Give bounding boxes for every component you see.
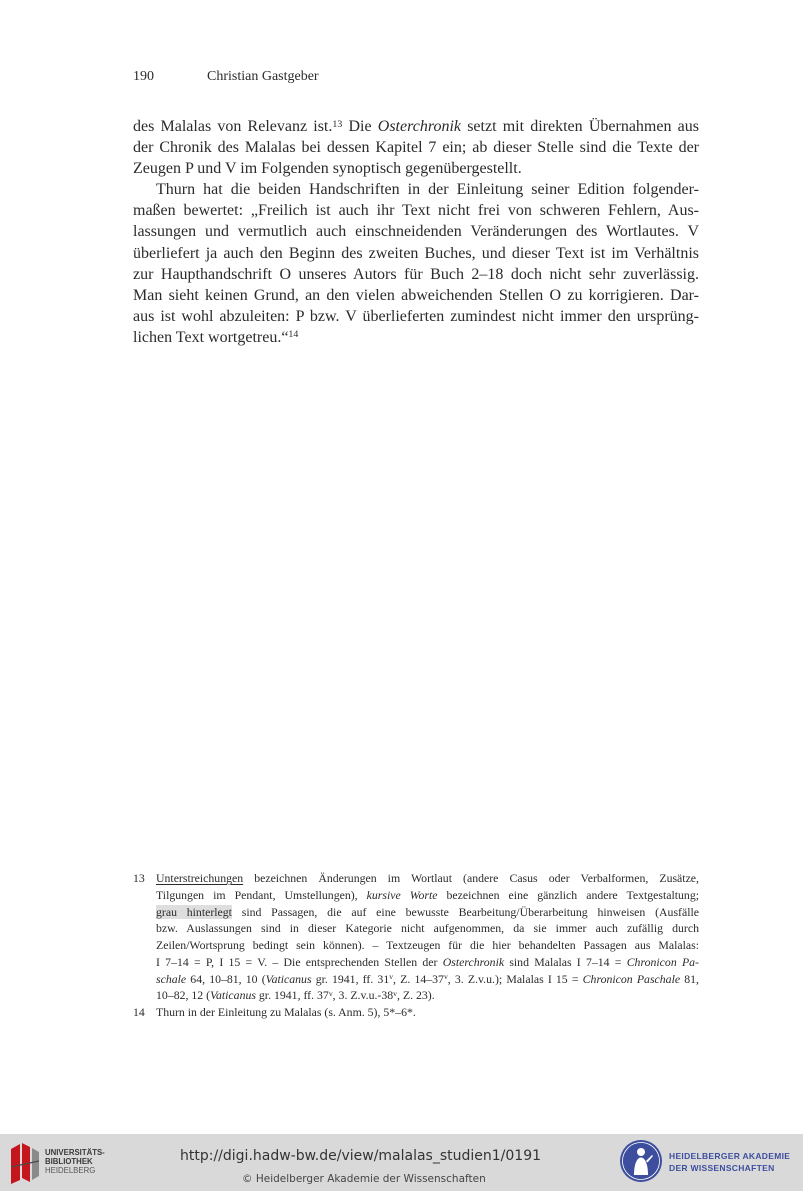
text-line: maßen bewertet: „Freilich ist auch ihr Text nicht frei von schweren Fehlern, Aus- (133, 202, 699, 220)
footnote-number: 14 (133, 1005, 145, 1019)
text-segment: gr. 1941, ff. 37 (255, 988, 329, 1003)
text-segment: bezeichnen eine gänzlich andere Textgestaltung; (437, 887, 700, 902)
copyright-notice: © Heidelberger Akademie der Wissenschaften (242, 1173, 486, 1185)
text-segment: lichen Text wortgetreu.“ (133, 328, 289, 346)
verso-superscript: v (443, 972, 448, 982)
text-line (133, 327, 699, 348)
text-line (133, 116, 699, 137)
highlighted-term: grau hinterlegt (156, 904, 232, 919)
text-line: der Chronik des Malalas bei dessen Kapitel 7 ein; ab dieser Stelle sind die Texte der (133, 139, 699, 157)
italic-title: Osterchronik (442, 954, 505, 969)
footnote-ref-13: 13 (332, 118, 343, 130)
footnote-13 (133, 870, 699, 1004)
italic-title: Chronicon Pa- (626, 954, 699, 969)
footnote-line: Thurn in der Einleitung zu Malalas (s. Anm. 5), 5*–6*. (156, 1005, 416, 1019)
footnote-ref-14: 14 (288, 329, 299, 341)
running-head (133, 68, 433, 86)
text-segment: sind Malalas I 7–14 = (504, 954, 627, 969)
text-segment: 64, 10–81, 10 ( (186, 971, 266, 986)
page-number: 190 (133, 69, 154, 84)
academy-logo-text (669, 1151, 794, 1175)
italic-title: Vaticanus (210, 988, 256, 1003)
text-segment: 81, (680, 971, 699, 986)
italic-title: Chronicon Paschale (582, 971, 681, 986)
logo-text-line: BIBLIOTHEK (45, 1157, 93, 1166)
text-segment: , 3. Z.v.u.); Malalas I 15 = (447, 971, 583, 986)
footnote-text (156, 870, 699, 1004)
logo-text-line: HEIDELBERG (45, 1166, 96, 1175)
text-segment: , 3. Z.v.u.-38 (332, 988, 394, 1003)
text-line: Zeugen P und V im Folgenden synoptisch gegenübergestellt. (133, 160, 522, 178)
footnote-line (156, 904, 699, 921)
underlined-term: Unterstreichungen (156, 871, 244, 885)
footnote-text (156, 1004, 699, 1021)
paragraph-2 (133, 179, 699, 348)
footnote-line (156, 954, 699, 971)
seal-figure-head (637, 1148, 645, 1156)
text-segment: des Malalas von Relevanz ist. (133, 118, 333, 135)
text-line: Man sieht keinen Grund, an den vielen abweichenden Stellen O zu korrigieren. Dar- (133, 286, 699, 304)
text-segment: gr. 1941, ff. 31 (311, 971, 390, 986)
text-segment: Die (342, 118, 378, 135)
footnote-line (156, 971, 699, 988)
footer-bar (0, 1134, 803, 1191)
footnote-line (156, 987, 699, 1004)
italic-title: Osterchronik (377, 118, 462, 135)
footnote-line: bzw. Auslassungen sind in dieser Kategorie nicht aufgenommen, da sie immer auch zufällig durch (156, 921, 699, 936)
text-line: lassungen und vermutlich auch einschneidenden Veränderungen des Wortlautes. V (133, 223, 699, 241)
footnote-line (156, 870, 699, 887)
footnote-14 (133, 1004, 699, 1021)
logo-shape (32, 1148, 39, 1180)
italic-title: schale (156, 971, 187, 986)
verso-superscript: v (328, 988, 333, 998)
permalink-url[interactable]: http://digi.hadw-bw.de/view/malalas_studien1/0191 (180, 1148, 542, 1164)
paragraph-1 (133, 116, 699, 179)
text-segment: , Z. 14–37 (393, 971, 444, 986)
ub-heidelberg-logo-text (45, 1148, 135, 1175)
text-segment: Tilgungen im Pendant, Umstellungen), (156, 887, 367, 902)
footnote-number: 13 (133, 871, 145, 885)
footnotes (133, 870, 699, 1021)
text-line: aus ist wohl abzuleiten: P bzw. V überlieferten zumindest nicht immer den ursprüng- (133, 307, 699, 325)
logo-shape (11, 1144, 20, 1184)
text-line: Thurn hat die beiden Handschriften in der Einleitung seiner Edition folgender- (156, 181, 699, 199)
text-line: überliefert ja auch den Beginn des zweiten Buches, und dieser Text ist im Verhältnis (133, 244, 699, 262)
italic-term: kursive Worte (366, 887, 438, 902)
text-line: zur Haupthandschrift O unseres Autors für Buch 2–18 doch nicht sehr zuverlässig. (133, 265, 699, 283)
italic-title: Vaticanus (265, 971, 312, 986)
verso-superscript: v (393, 988, 397, 998)
verso-superscript: v (389, 972, 394, 982)
text-segment: I 7–14 = P, I 15 = V. – Die entsprechenden Stellen der (156, 954, 443, 969)
text-segment: , Z. 23). (396, 988, 435, 1003)
logo-text-line: HEIDELBERGER AKADEMIE (669, 1151, 791, 1161)
academy-seal-icon (619, 1139, 663, 1183)
text-segment: setzt mit direkten Übernahmen aus (461, 118, 699, 135)
logo-text-line: DER WISSENSCHAFTEN (669, 1163, 775, 1173)
text-segment: bezeichnen Änderungen im Wortlaut (andere Casus oder Verbalformen, Zusätze, (243, 871, 699, 885)
footnote-line (156, 887, 699, 904)
footnote-line: Zeilen/Wortsprung bedingt sein können). – Textzeugen für die hier behandelten Passagen aus Malalas: (156, 938, 699, 952)
text-segment: 10–82, 12 ( (156, 988, 211, 1003)
logo-text-line: UNIVERSITÄTS- (45, 1148, 105, 1157)
main-text (133, 116, 699, 348)
running-title: Christian Gastgeber (207, 69, 319, 84)
text-segment: sind Passagen, die auf eine bewusste Bearbeitung/Überarbeitung hinweisen (Ausfälle (231, 904, 699, 919)
ub-heidelberg-logo-icon (8, 1140, 42, 1184)
